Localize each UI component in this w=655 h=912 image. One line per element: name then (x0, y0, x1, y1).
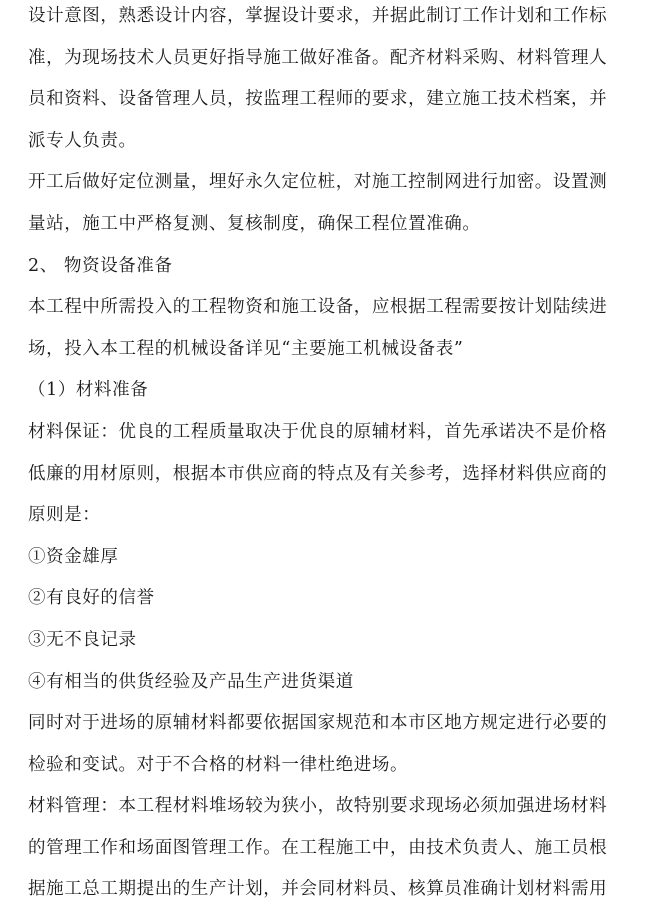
text-line: 员和资料、设备管理人员，按监理工程师的要求，建立施工技术档案，并 (28, 89, 608, 110)
text-line: 原则是： (28, 505, 101, 526)
text-line: 本工程中所需投入的工程物资和施工设备，应根据工程需要按计划陆续进 (28, 297, 608, 318)
text-line: 场，投入本工程的机械设备详见“主要施工机械设备表” (28, 338, 464, 359)
list-item: ②有良好的信誉 (28, 588, 155, 609)
text-line: 设计意图，熟悉设计内容，掌握设计要求，并据此制订工作计划和工作标 (28, 6, 608, 26)
text-line: 派专人负责。 (28, 130, 137, 151)
list-item: ①资金雄厚 (28, 546, 119, 567)
text-line: 材料管理：本工程材料堆场较为狭小，故特别要求现场必须加强进场材料 (28, 796, 608, 817)
text-line: 准，为现场技术人员更好指导施工做好准备。配齐材料采购、材料管理人 (28, 47, 608, 68)
text-line: 材料保证：优良的工程质量取决于优良的原辅材料，首先承诺决不是价格 (28, 421, 608, 442)
list-item: ③无不良记录 (28, 629, 137, 650)
text-line: 开工后做好定位测量，埋好永久定位桩，对施工控制网进行加密。设置测 (28, 172, 608, 193)
text-line: 同时对于进场的原辅材料都要依据国家规范和本市区地方规定进行必要的 (28, 713, 608, 734)
text-line: 据施工总工期提出的生产计划，并会同材料员、核算员准确计划材料需用 (28, 879, 608, 900)
text-line: 量站，施工中严格复测、复核制度，确保工程位置准确。 (28, 213, 481, 234)
text-line: 的管理工作和场面图管理工作。在工程施工中，由技术负责人、施工员根 (28, 837, 608, 858)
text-line: 低廉的用材原则，根据本市供应商的特点及有关参考，选择材料供应商的 (28, 463, 608, 484)
subsection-heading: （1）材料准备 (28, 380, 149, 401)
list-item: ④有相当的供货经验及产品生产进货渠道 (28, 671, 354, 692)
section-heading: 2、 物资设备准备 (28, 255, 173, 276)
text-line: 检验和变试。对于不合格的材料一律杜绝进场。 (28, 754, 409, 775)
